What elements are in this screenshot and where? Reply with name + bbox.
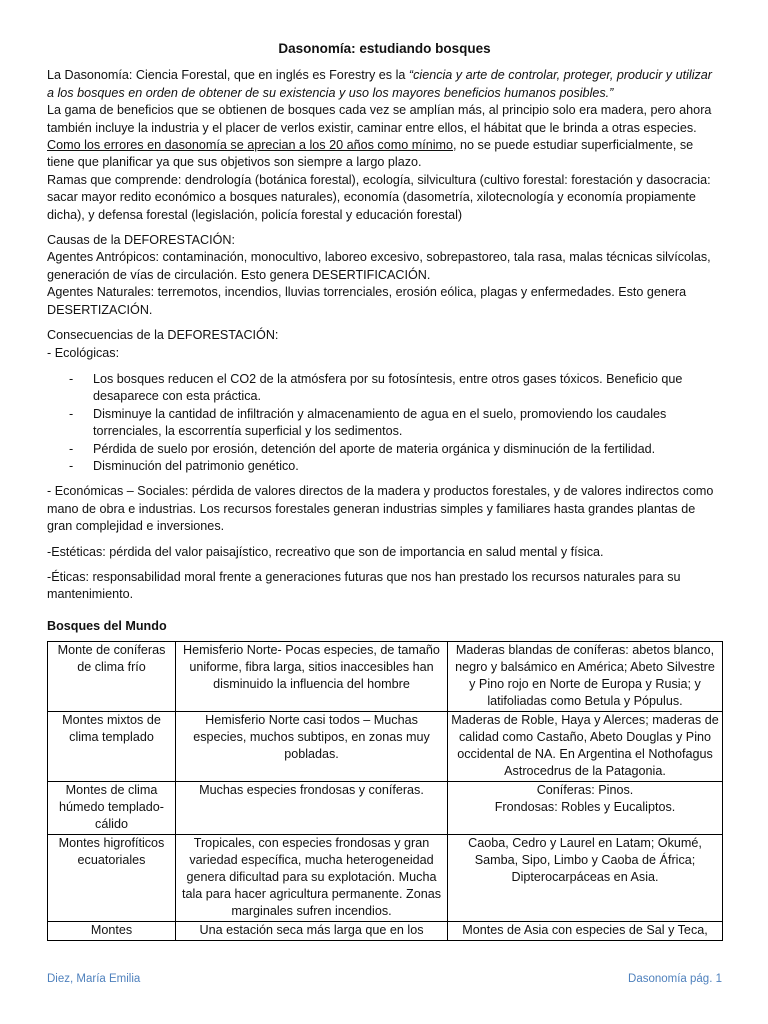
forest-type-cell: Montes mixtos de clima templado <box>48 712 176 782</box>
forest-type-cell: Montes <box>48 922 176 941</box>
forest-description-cell: Una estación seca más larga que en los <box>176 922 448 941</box>
definition-prefix: La Dasonomía: Ciencia Forestal, que en inglés es Forestry es la <box>47 68 409 83</box>
forests-table <box>47 641 723 941</box>
forest-species-cell: Maderas blandas de coníferas: abetos blanco, negro y balsámico en América; Abeto Silvestre y Pino rojo en Norte de Europa y Rusia; y latifoliadas como Betula y Pópulus. <box>448 642 723 712</box>
dash-bullet: - <box>69 371 74 386</box>
definition-paragraph <box>47 67 722 102</box>
economic-paragraph: - Económicas – Sociales: pérdida de valores directos de la madera y productos forestales, y de valores indirectos como mano de obra e industrias. Los recursos forestales generan industrias simples y familiares hasta grandes plantas de gran complejidad e inversiones. <box>47 484 714 534</box>
forest-species-cell: Maderas de Roble, Haya y Alerces; maderas de calidad como Castaño, Abeto Douglas y Pino occidental de NA. En Argentina el Nothofagus Astrocedrus de la Patagonia. <box>448 712 723 782</box>
causes-heading: Causas de la DEFORESTACIÓN: <box>47 233 236 248</box>
forest-type-cell: Monte de coníferas de clima frío <box>48 642 176 712</box>
branches-paragraph: Ramas que comprende: dendrología (botánica forestal), ecología, silvicultura (cultivo forestal: forestación y dasocracia: sacar mayor redito económico a bosques naturales), economía (dasometría, xilotecnología y economía propiamente dicha), y defensa forestal (legislación, policía forestal y educación forestal) <box>47 172 711 222</box>
errors-paragraph <box>47 137 722 172</box>
benefits-paragraph: La gama de beneficios que se obtienen de bosques cada vez se amplían más, al principio solo era madera, pero ahora también incluye la industria y el placer de verlos existir, caminar entre ellos, el hábitat que le brinda a otras especies. <box>47 103 712 135</box>
list-item: - Pérdida de suelo por erosión, detención del aporte de materia orgánica y disminución de la fertilidad. <box>47 441 722 458</box>
document-title: Dasonomía: estudiando bosques <box>278 41 491 56</box>
footer-page-number: Dasonomía pág. 1 <box>628 973 722 985</box>
forest-description-cell: Muchas especies frondosas y coníferas. <box>176 782 448 835</box>
dash-bullet: - <box>69 458 74 473</box>
footer-author: Diez, María Emilia <box>47 973 141 985</box>
forest-description-cell: Hemisferio Norte- Pocas especies, de tamaño uniforme, fibra larga, sitios inaccesibles han disminuido la influencia del hombre <box>176 642 448 712</box>
errors-rest-text: , no se puede estudiar superficialmente, se tiene que planificar ya que sus objetivos son siempre a largo plazo. <box>47 138 694 170</box>
forest-type-cell: Montes de clima húmedo templado-cálido <box>48 782 176 835</box>
definition-quote: “ciencia y arte de controlar, proteger, producir y utilizar a los bosques en orden de obtener de su existencia y uso los mayores beneficios humanos posibles.” <box>47 68 712 100</box>
ecological-label: - Ecológicas: <box>47 345 120 360</box>
consequences-section <box>47 327 722 604</box>
ecological-list <box>47 371 722 475</box>
forest-species-cell: Coníferas: Pinos. Frondosas: Robles y Eucaliptos. <box>448 782 723 835</box>
consequences-heading: Consecuencias de la DEFORESTACIÓN: <box>47 328 279 343</box>
table-row <box>48 712 723 782</box>
forest-description-cell: Tropicales, con especies frondosas y gran variedad específica, mucha heterogeneidad genera dificultad para su explotación. Mucha tala para hacer agricultura permanente. Zonas marginales sufren incendios. <box>176 835 448 922</box>
document-page <box>47 40 722 941</box>
page-footer <box>47 971 722 988</box>
forest-description-cell: Hemisferio Norte casi todos – Muchas especies, muchos subtipos, en zonas muy pobladas. <box>176 712 448 782</box>
intro-section <box>47 67 722 224</box>
forest-type-cell: Montes higrofíticos ecuatoriales <box>48 835 176 922</box>
aesthetic-paragraph: -Estéticas: pérdida del valor paisajístico, recreativo que son de importancia en salud mental y física. <box>47 544 604 559</box>
errors-underlined-text: Como los errores en dasonomía se aprecian a los 20 años como mínimo <box>47 138 454 153</box>
table-row <box>48 642 723 712</box>
list-item: - Disminuye la cantidad de infiltración y almacenamiento de agua en el suelo, promoviendo los caudales torrenciales, la escorrentía superficial y los sedimentos. <box>69 406 667 439</box>
dash-bullet: - <box>69 406 74 421</box>
forests-heading: Bosques del Mundo <box>47 618 167 633</box>
table-row <box>48 922 723 941</box>
forest-species-cell: Montes de Asia con especies de Sal y Teca, <box>448 922 723 941</box>
list-item: - Disminución del patrimonio genético. <box>47 458 722 475</box>
forest-species-cell: Caoba, Cedro y Laurel en Latam; Okumé, Samba, Sipo, Limbo y Caoba de África; Dipterocarpáceas en Asia. <box>448 835 723 922</box>
table-row <box>48 835 723 922</box>
dash-bullet: - <box>69 441 74 456</box>
natural-agents-paragraph: Agentes Naturales: terremotos, incendios, lluvias torrenciales, erosión eólica, plagas y enfermedades. Esto genera DESERTIZACIÓN. <box>47 285 687 317</box>
list-item: - Los bosques reducen el CO2 de la atmósfera por su fotosíntesis, entre otros gases tóxicos. Beneficio que desaparece con esta práctica. <box>69 371 683 404</box>
ethical-paragraph: -Éticas: responsabilidad moral frente a generaciones futuras que nos han prestado los recursos naturales para su mantenimiento. <box>47 569 681 602</box>
table-row <box>48 782 723 835</box>
causes-section <box>47 232 722 319</box>
anthropic-agents-paragraph: Agentes Antrópicos: contaminación, monocultivo, laboreo excesivo, sobrepastoreo, tala rasa, malas técnicas silvícolas, generación de vías de circulación. Esto genera DESERTIFICACIÓN. <box>47 250 711 282</box>
